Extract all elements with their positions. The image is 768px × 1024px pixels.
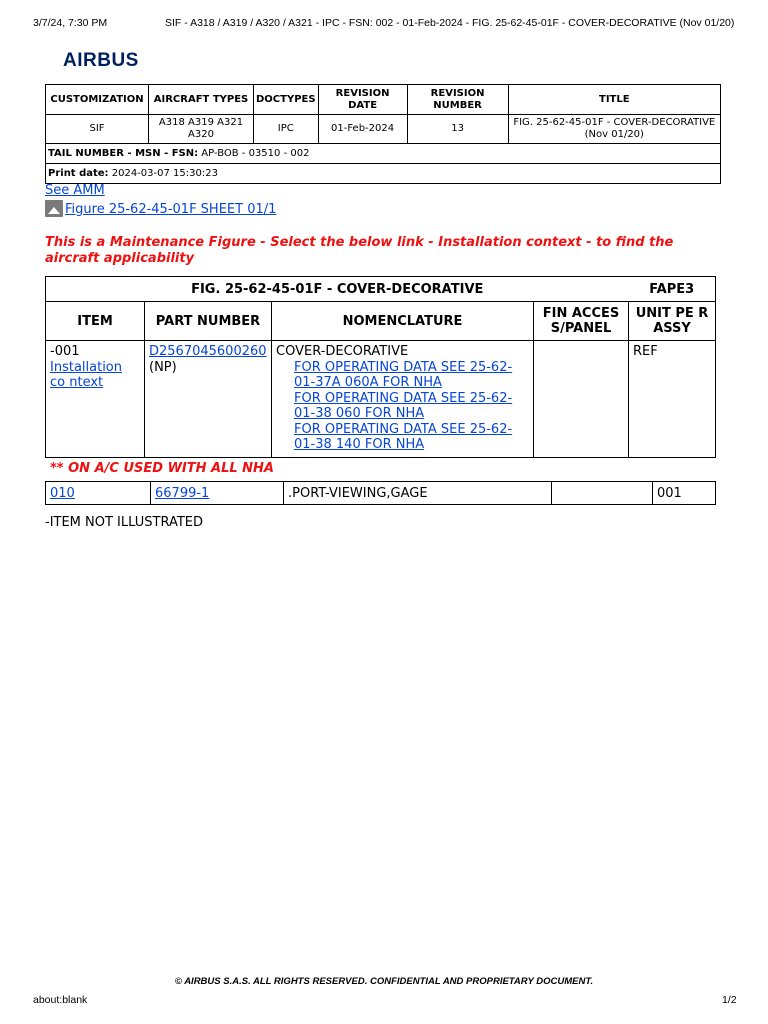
- row2-item-link[interactable]: 010: [50, 485, 75, 501]
- figure-link-row: [45, 200, 276, 217]
- operating-data-link-2[interactable]: FOR OPERATING DATA SEE 25-62-01-38 060 FOR NHA: [294, 390, 513, 421]
- meta-header-customization: CUSTOMIZATION: [46, 85, 149, 115]
- meta-revision-date: 01-Feb-2024: [318, 115, 407, 144]
- meta-header-aircraft-types: AIRCRAFT TYPES: [149, 85, 254, 115]
- row1-nomenclature-cell: [272, 341, 534, 458]
- meta-doctypes: IPC: [254, 115, 319, 144]
- row2-part-number-link[interactable]: 66799-1: [155, 485, 210, 501]
- row2-item-cell: [46, 482, 151, 505]
- operating-data-link-1[interactable]: FOR OPERATING DATA SEE 25-62-01-37A 060A FOR NHA: [294, 359, 513, 390]
- copyright-footer: © AIRBUS S.A.S. ALL RIGHTS RESERVED. CONFIDENTIAL AND PROPRIETARY DOCUMENT.: [174, 976, 594, 987]
- ipc-figure-code: FAPE3: [629, 277, 716, 302]
- print-header-title: SIF - A318 / A319 / A320 / A321 - IPC - FSN: 002 - 01-Feb-2024 - FIG. 25-62-45-01F - COVER-DECORATIVE (Nov 01/20): [165, 17, 735, 29]
- row1-fin: [534, 341, 629, 458]
- ipc-header-fin-access-panel: FIN ACCES S/PANEL: [534, 302, 629, 341]
- tail-value: AP-BOB - 03510 - 002: [198, 147, 310, 159]
- row1-part-note: (NP): [149, 359, 177, 375]
- tail-label: TAIL NUMBER - MSN - FSN:: [48, 147, 199, 159]
- row2-part-cell: [151, 482, 284, 505]
- row1-unit: REF: [629, 341, 716, 458]
- row1-part-number-link[interactable]: D2567045600260: [149, 344, 267, 359]
- ipc-parts-table-continued: [45, 481, 716, 505]
- meta-header-doctypes: DOCTYPES: [254, 85, 319, 115]
- document-meta-table: [45, 84, 721, 184]
- row1-item-cell: [46, 341, 145, 458]
- nha-note: ** ON A/C USED WITH ALL NHA: [50, 461, 274, 476]
- row2-nomenclature: .PORT-VIEWING,GAGE: [284, 482, 552, 505]
- ipc-figure-title: FIG. 25-62-45-01F - COVER-DECORATIVE: [46, 277, 629, 302]
- meta-revision-number: 13: [407, 115, 508, 144]
- meta-header-revision-date: REVISION DATE: [318, 85, 407, 115]
- ipc-header-nomenclature: NOMENCLATURE: [272, 302, 534, 341]
- row2-fin: [552, 482, 653, 505]
- ipc-header-unit-per-assy: UNIT PE R ASSY: [629, 302, 716, 341]
- print-date-value: 2024-03-07 15:30:23: [108, 167, 218, 179]
- see-amm-link[interactable]: See AMM: [45, 183, 105, 198]
- print-footer-page: 1/2: [722, 994, 737, 1006]
- operating-data-link-3[interactable]: FOR OPERATING DATA SEE 25-62-01-38 140 FOR NHA: [294, 421, 513, 452]
- item-not-illustrated-note: -ITEM NOT ILLUSTRATED: [45, 515, 203, 530]
- row1-part-cell: [145, 341, 272, 458]
- row1-item: -001: [50, 344, 80, 359]
- table-row: [46, 341, 716, 458]
- row2-unit: 001: [653, 482, 716, 505]
- meta-aircraft-types: A318 A319 A321 A320: [149, 115, 254, 144]
- image-icon[interactable]: [45, 200, 63, 217]
- print-footer-url: about:blank: [33, 994, 88, 1006]
- maintenance-figure-warning: This is a Maintenance Figure - Select the below link - Installation context - to find the aircraft applicability: [45, 235, 674, 266]
- meta-tail-number: [46, 144, 721, 164]
- meta-customization: SIF: [46, 115, 149, 144]
- ipc-parts-table: [45, 276, 716, 458]
- print-header-date: 3/7/24, 7:30 PM: [33, 17, 108, 29]
- meta-header-revision-number: REVISION NUMBER: [407, 85, 508, 115]
- meta-title: FIG. 25-62-45-01F - COVER-DECORATIVE (Nov 01/20): [508, 115, 720, 144]
- print-date-label: Print date:: [48, 167, 109, 179]
- meta-print-date: [46, 164, 721, 184]
- figure-sheet-link[interactable]: Figure 25-62-45-01F SHEET 01/1: [65, 202, 277, 217]
- row1-nomenclature: COVER-DECORATIVE: [276, 344, 409, 359]
- ipc-header-part-number: PART NUMBER: [145, 302, 272, 341]
- airbus-logo: AIRBUS: [63, 50, 139, 71]
- installation-context-link[interactable]: Installation co ntext: [50, 359, 123, 390]
- meta-header-title: TITLE: [508, 85, 720, 115]
- ipc-header-item: ITEM: [46, 302, 145, 341]
- table-row: [46, 482, 716, 505]
